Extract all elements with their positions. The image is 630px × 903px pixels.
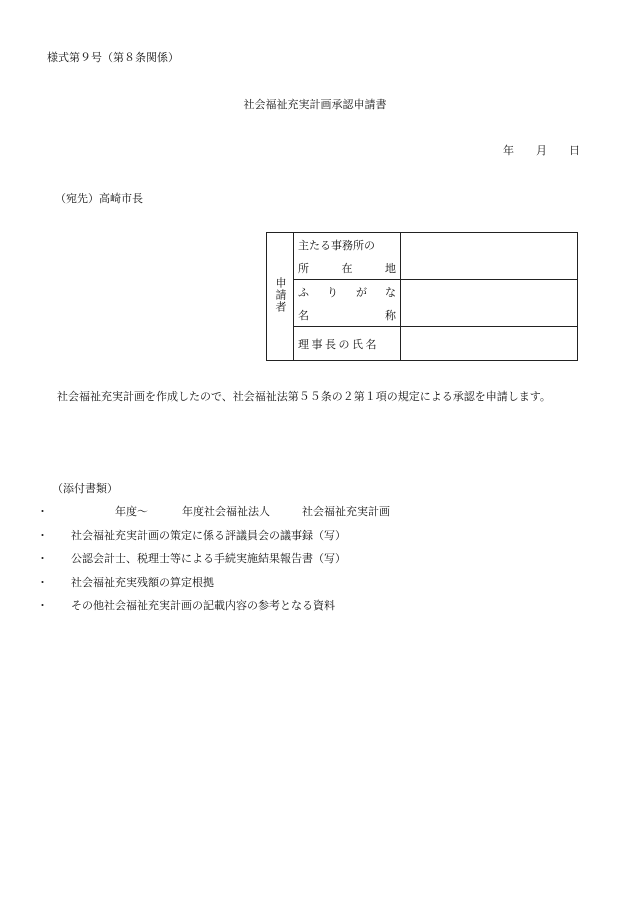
- applicant-table: [266, 232, 578, 361]
- application-statement: 社会福祉充実計画を作成したので、社会福祉法第５５条の２第１項の規定による承認を申請します。: [57, 390, 551, 403]
- chairperson-field[interactable]: [401, 327, 578, 361]
- form-number: 様式第９号（第８条関係）: [47, 51, 179, 64]
- applicant-side-label: [267, 233, 294, 361]
- furigana-char-4: な: [385, 285, 396, 299]
- attachment-item1-part1: 年度～: [115, 505, 148, 518]
- date-line: [503, 145, 580, 156]
- office-address-label: [294, 233, 401, 280]
- attachment-item: [37, 530, 346, 541]
- name-label: [294, 280, 401, 327]
- date-day-label: 日: [569, 144, 580, 157]
- name-char-2: 称: [385, 308, 396, 322]
- name-char-1: 名: [298, 308, 309, 322]
- furigana-char-3: が: [356, 285, 367, 299]
- attachment-item: [37, 553, 346, 564]
- applicant-side-label-text: 申請者: [274, 277, 287, 313]
- bullet: ・: [37, 552, 48, 565]
- attachment-item3: 公認会計士、税理士等による手続実施結果報告書（写）: [71, 552, 346, 565]
- attachment-item1-part2: 年度社会福祉法人: [182, 505, 270, 518]
- date-year-label: 年: [503, 144, 514, 157]
- office-address-line1: 主たる事務所の: [298, 238, 375, 252]
- address-char-2: 在: [341, 261, 353, 275]
- bullet: ・: [37, 529, 48, 542]
- address-char-3: 地: [385, 261, 396, 275]
- attachments-title: （添付書類）: [52, 482, 118, 495]
- name-field[interactable]: [401, 280, 578, 327]
- attachment-item1-part3: 社会福祉充実計画: [302, 505, 390, 518]
- attachment-item2: 社会福祉充実計画の策定に係る評議員会の議事録（写）: [71, 529, 346, 542]
- date-month-label: 月: [536, 144, 547, 157]
- furigana-char-1: ふ: [298, 285, 309, 299]
- bullet: ・: [37, 505, 48, 518]
- bullet: ・: [37, 576, 48, 589]
- attachment-item4: 社会福祉充実残額の算定根拠: [71, 576, 214, 589]
- furigana-char-2: り: [327, 285, 338, 299]
- address-char-1: 所: [298, 261, 309, 275]
- bullet: ・: [37, 599, 48, 612]
- recipient: （宛先）高崎市長: [55, 192, 143, 205]
- chairperson-label: [294, 327, 401, 361]
- attachment-item5: その他社会福祉充実計画の記載内容の参考となる資料: [71, 599, 335, 612]
- chairperson-label-text: 理事長の氏名: [298, 337, 379, 351]
- attachment-item: [37, 577, 214, 588]
- office-address-field[interactable]: [401, 233, 578, 280]
- attachment-item: [37, 506, 390, 517]
- attachment-item: [37, 600, 335, 611]
- document-title: 社会福祉充実計画承認申請書: [243, 98, 387, 111]
